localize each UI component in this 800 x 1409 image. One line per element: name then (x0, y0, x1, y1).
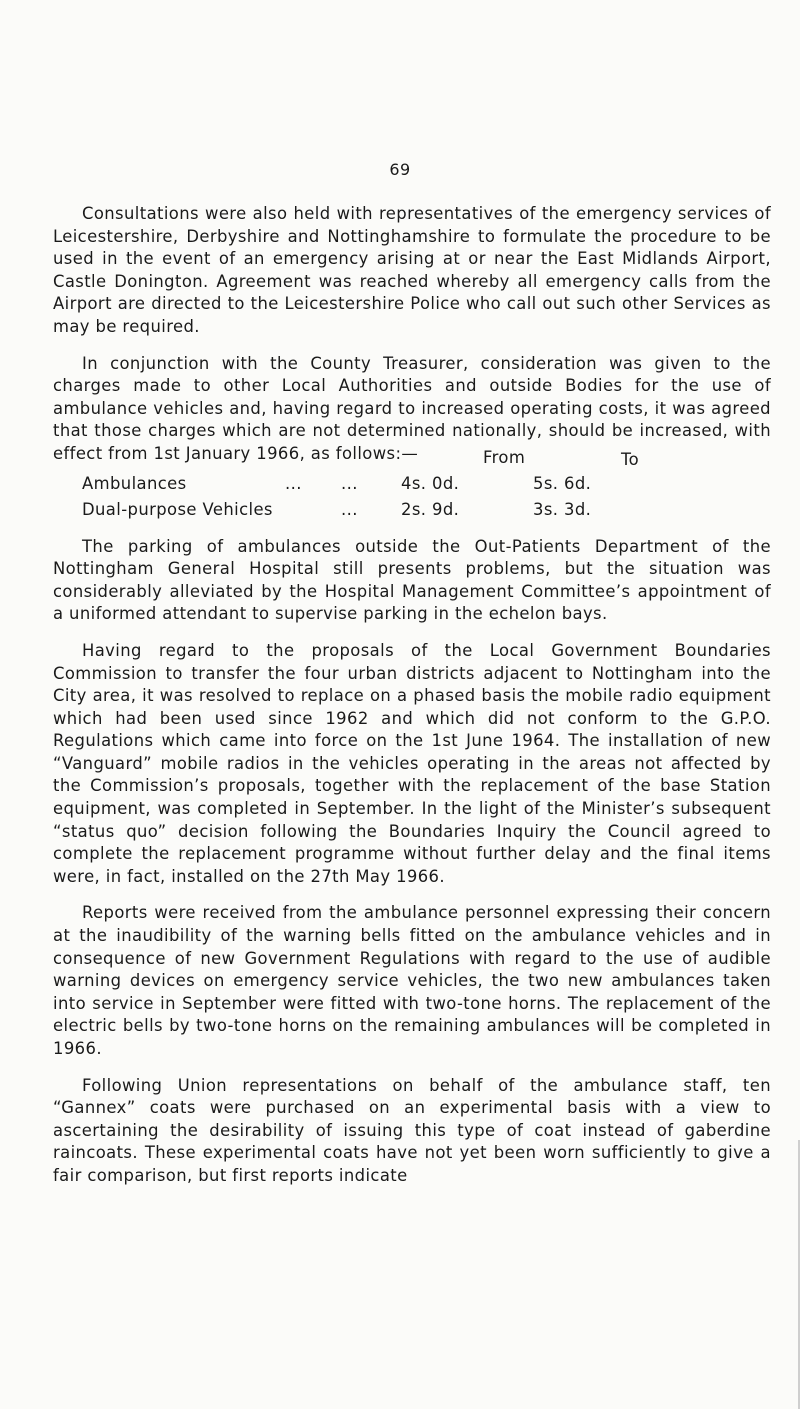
paragraph-mobile-radio: Having regard to the proposals of the Local Government Boundaries Commission to transfer the four urban districts adjacent to Nottingham into the City area, it was resolved to replace on a phased basis the mobile radio equipment which had been used since 1962 and which did not conform to the G.P.O. Regulations which came into force on the 1st June 1964. The installation of new “Vanguard” mobile radios in the vehicles operating in the areas not affected by the Commission’s proposals, together with the replacement of the base Station equipment, was completed in September. In the light of the Minister’s subsequent “status quo” decision following the Boundaries Inquiry the Council agreed to complete the replacement programme without further delay and the final items were, in fact, installed on the 27th May 1966. (53, 640, 771, 886)
body-text (53, 203, 771, 1202)
rates-row-label: Ambulances (82, 473, 187, 493)
rates-row-from: 4s. 0d. (401, 473, 460, 493)
paragraph-gannex-coats: Following Union representations on behalf of the ambulance staff, ten “Gannex” coats were purchased on an experimental basis with a view to ascertaining the desirability of issuing this type of coat instead of gaberdine raincoats. These experimental coats have not yet been worn sufficiently to give a fair comparison, but first reports indicate (53, 1075, 771, 1185)
paragraph-warning-devices: Reports were received from the ambulance personnel expressing their concern at the inaudibility of the warning bells fitted on the ambulance vehicles and in consequence of new Government Regulations with regard to the use of audible warning devices on emergency service vehicles, the two new ambulances taken into service in September were fitted with two-tone horns. The replacement of the electric bells by two-tone horns on the remaining ambulances will be completed in 1966. (53, 903, 771, 1058)
rates-row-leader: ... (341, 473, 358, 493)
rates-row-label: Dual-purpose Vehicles (82, 499, 273, 519)
rates-header-to: To (621, 449, 640, 469)
rates-row-leader: ... (285, 473, 302, 493)
rates-table (53, 442, 771, 524)
rates-header-from: From (483, 447, 526, 467)
rates-row-leader: ... (341, 499, 358, 519)
rates-row-to: 5s. 6d. (533, 473, 592, 493)
paragraph-ambulance-charges: In conjunction with the County Treasurer, consideration was given to the charges made to other Local Authorities and outside Bodies for the use of ambulance vehicles and, having regard to increased operating costs, it was agreed that those charges which are not determined nationally, should be increased, with effect from 1st January 1966, as follows:— (53, 353, 771, 463)
page-number: 69 (389, 160, 411, 179)
rates-row-from: 2s. 9d. (401, 499, 460, 519)
paragraph-emergency-consultations: Consultations were also held with representatives of the emergency services of Leicestershire, Derbyshire and Nottinghamshire to formulate the procedure to be used in the event of an emergency arising at or near the East Midlands Airport, Castle Donington. Agreement was reached whereby all emergency calls from the Airport are directed to the Leicestershire Police who call out such other Services as may be required. (53, 204, 771, 336)
rates-row-to: 3s. 3d. (533, 499, 592, 519)
paragraph-parking: The parking of ambulances outside the Out-Patients Department of the Nottingham General Hospital still presents problems, but the situation was considerably alleviated by the Hospital Management Committee’s appointment of a uniformed attendant to supervise parking in the echelon bays. (53, 536, 771, 624)
